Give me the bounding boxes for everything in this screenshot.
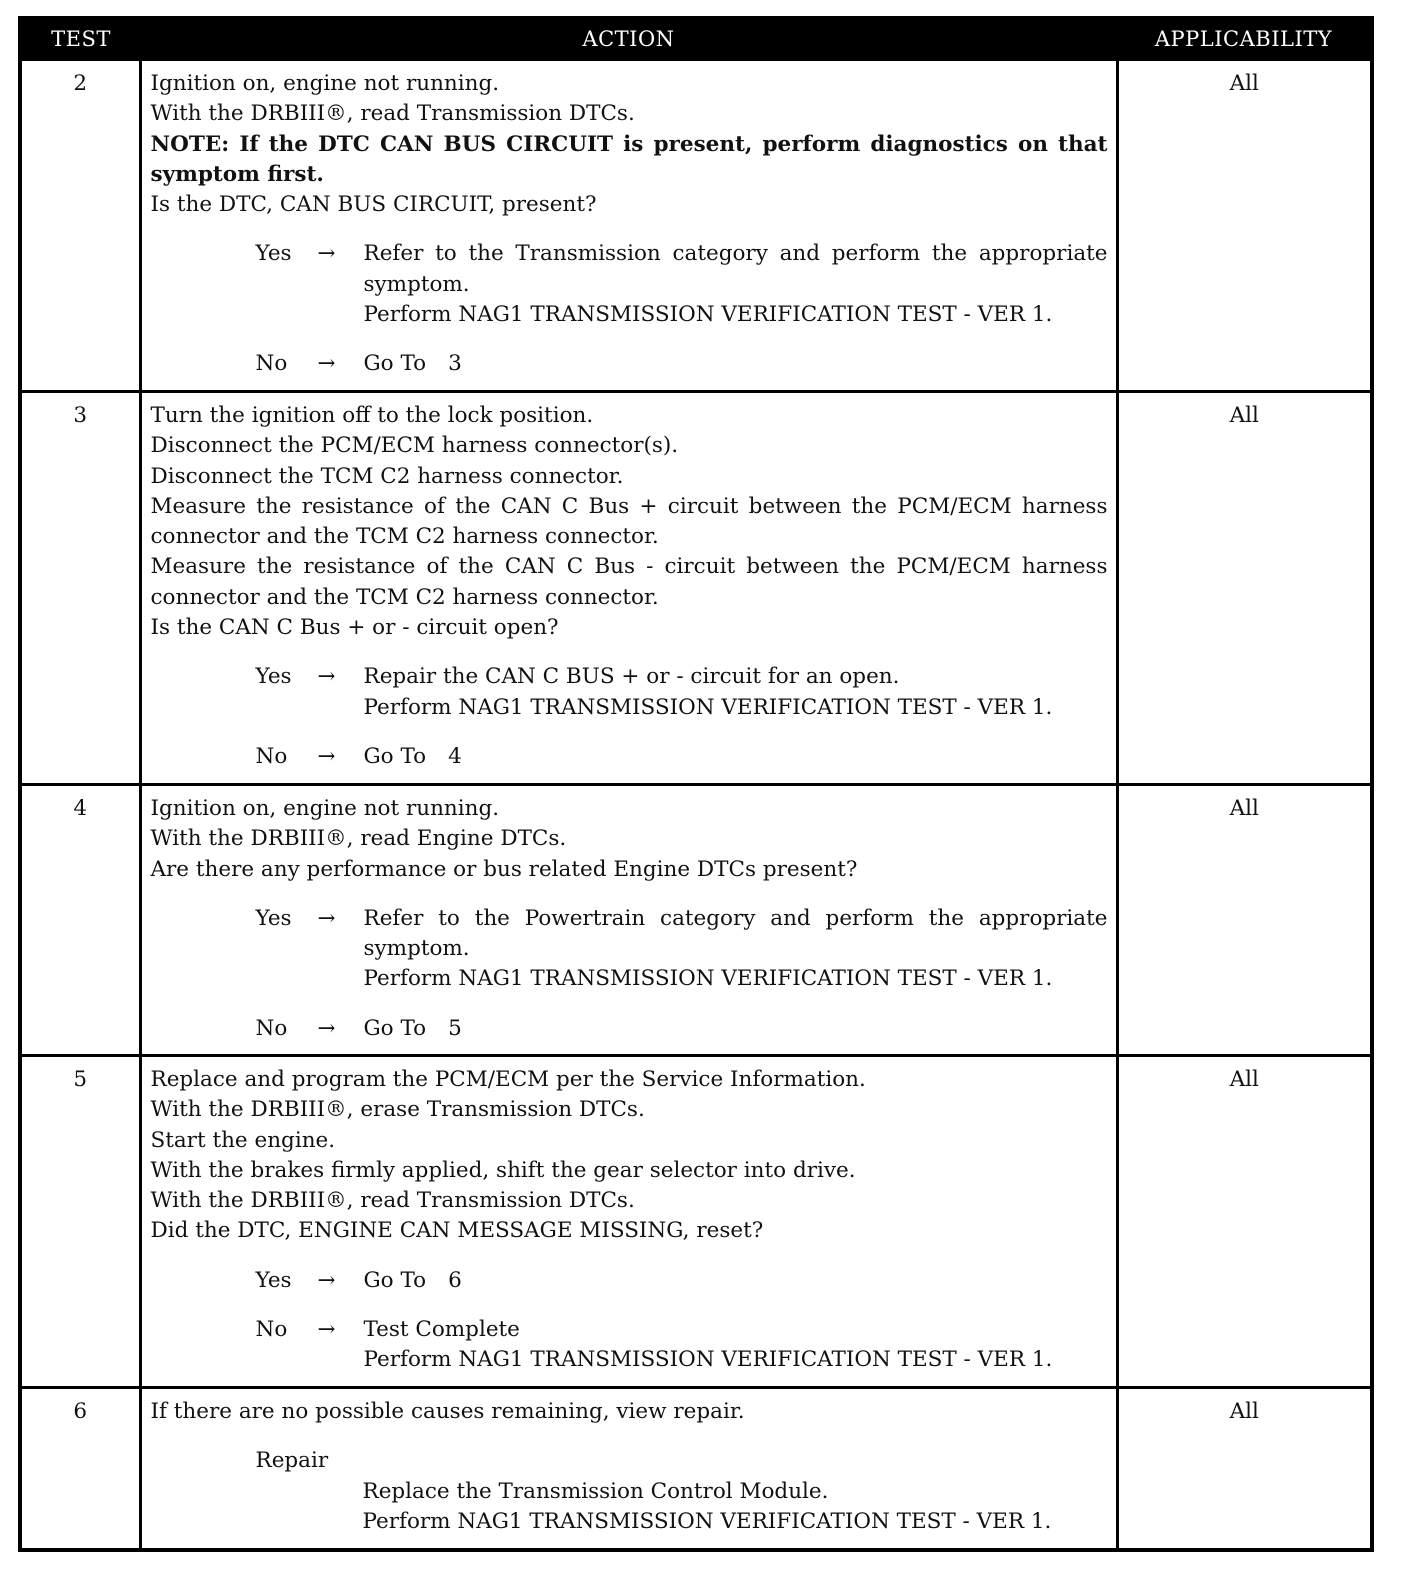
header-test: TEST [20,18,140,60]
goto-number: 3 [448,351,462,377]
action-line: Ignition on, engine not running. [150,71,500,96]
action-line: Measure the resistance of the CAN C Bus + circuit between the PCM/ECM harness connector and the TCM C2 harness connector. [150,493,1108,550]
question-text: Did the DTC, ENGINE CAN MESSAGE MISSING, reset? [150,1218,764,1244]
right-arrow-icon: → [317,743,336,769]
no-label: No [255,1015,288,1041]
right-arrow-icon: → [317,241,336,267]
test-number: 2 [20,60,140,392]
right-arrow-icon: → [317,905,336,931]
verification-test-text: Perform NAG1 TRANSMISSION VERIFICATION TEST - VER 1. [362,1508,1052,1534]
action-cell [140,785,1117,1056]
table-row [20,785,1372,1056]
question-text: If there are no possible causes remaining, view repair. [150,1399,745,1424]
applicability-value: All [1117,60,1372,392]
action-line: Start the engine. [150,1127,336,1153]
no-outcome [256,349,1108,379]
question-text: Are there any performance or bus related Engine DTCs present? [150,856,858,882]
header-action: ACTION [140,18,1117,60]
test-number: 6 [20,1388,140,1550]
yes-label: Yes [255,664,292,690]
goto-number: 4 [448,743,462,769]
yes-outcome [256,904,1108,995]
right-arrow-icon: → [317,1015,336,1041]
no-label: No [255,351,288,377]
action-line: With the DRBIII®, read Transmission DTCs. [150,1188,635,1214]
table-row [20,392,1372,785]
goto-text: Go To [363,1267,427,1293]
yes-outcome [256,239,1108,330]
table-row [20,60,1372,392]
yes-result: Refer to the Powertrain category and perform the appropriate symptom. [363,905,1108,962]
yes-outcome [256,662,1108,723]
question-text: Is the CAN C Bus + or - circuit open? [150,615,559,641]
note-text: NOTE: If the DTC CAN BUS CIRCUIT is present, perform diagnostics on that symptom first. [150,131,1108,187]
action-line: Turn the ignition off to the lock position. [150,403,594,428]
goto-text: Go To [363,1015,427,1041]
no-label: No [255,1317,288,1343]
verification-test-text: Perform NAG1 TRANSMISSION VERIFICATION TEST - VER 1. [363,966,1053,992]
action-line: Disconnect the PCM/ECM harness connector(s). [150,433,679,459]
yes-label: Yes [255,241,292,267]
yes-result: Repair the CAN C BUS + or - circuit for an open. [363,664,900,690]
yes-label: Yes [255,905,292,931]
applicability-value: All [1117,785,1372,1056]
goto-text: Go To [363,351,427,377]
right-arrow-icon: → [317,664,336,690]
repair-label: Repair [255,1448,329,1474]
yes-result: Refer to the Transmission category and perform the appropriate symptom. [363,241,1108,297]
question-text: Is the DTC, CAN BUS CIRCUIT, present? [150,192,597,218]
goto-number: 5 [448,1015,462,1041]
right-arrow-icon: → [317,351,336,377]
action-line: With the DRBIII®, read Transmission DTCs. [150,101,635,127]
diagnostic-test-table [18,16,1374,1552]
action-line: Measure the resistance of the CAN C Bus - circuit between the PCM/ECM harness connector and the TCM C2 harness connector. [150,554,1108,610]
action-line: Disconnect the TCM C2 harness connector. [150,463,624,489]
goto-text: Go To [363,743,427,769]
no-outcome [256,1315,1108,1376]
action-cell [140,1388,1117,1550]
no-result: Test Complete [363,1317,520,1343]
applicability-value: All [1117,1388,1372,1550]
verification-test-text: Perform NAG1 TRANSMISSION VERIFICATION TEST - VER 1. [363,694,1053,720]
yes-label: Yes [255,1267,292,1293]
applicability-value: All [1117,392,1372,785]
table-row [20,1056,1372,1388]
yes-outcome [256,1266,1108,1296]
right-arrow-icon: → [317,1317,336,1343]
applicability-value: All [1117,1056,1372,1388]
action-cell [140,392,1117,785]
test-number: 5 [20,1056,140,1388]
action-cell [140,1056,1117,1388]
no-label: No [255,743,288,769]
repair-text: Replace the Transmission Control Module. [362,1478,829,1504]
action-line: With the DRBIII®, erase Transmission DTCs. [150,1097,645,1123]
action-line: Ignition on, engine not running. [150,796,500,821]
action-cell [140,60,1117,392]
action-line: Replace and program the PCM/ECM per the Service Information. [150,1067,866,1092]
right-arrow-icon: → [317,1267,336,1293]
test-number: 4 [20,785,140,1056]
action-line: With the brakes firmly applied, shift the gear selector into drive. [150,1157,856,1183]
header-applicability: APPLICABILITY [1117,18,1372,60]
verification-test-text: Perform NAG1 TRANSMISSION VERIFICATION TEST - VER 1. [363,1347,1053,1373]
table-header-row [20,18,1372,60]
verification-test-text: Perform NAG1 TRANSMISSION VERIFICATION TEST - VER 1. [363,302,1053,328]
table-row [20,1388,1372,1550]
test-number: 3 [20,392,140,785]
goto-number: 6 [448,1267,462,1293]
no-outcome [256,742,1108,772]
action-line: With the DRBIII®, read Engine DTCs. [150,826,567,852]
no-outcome [256,1014,1108,1044]
